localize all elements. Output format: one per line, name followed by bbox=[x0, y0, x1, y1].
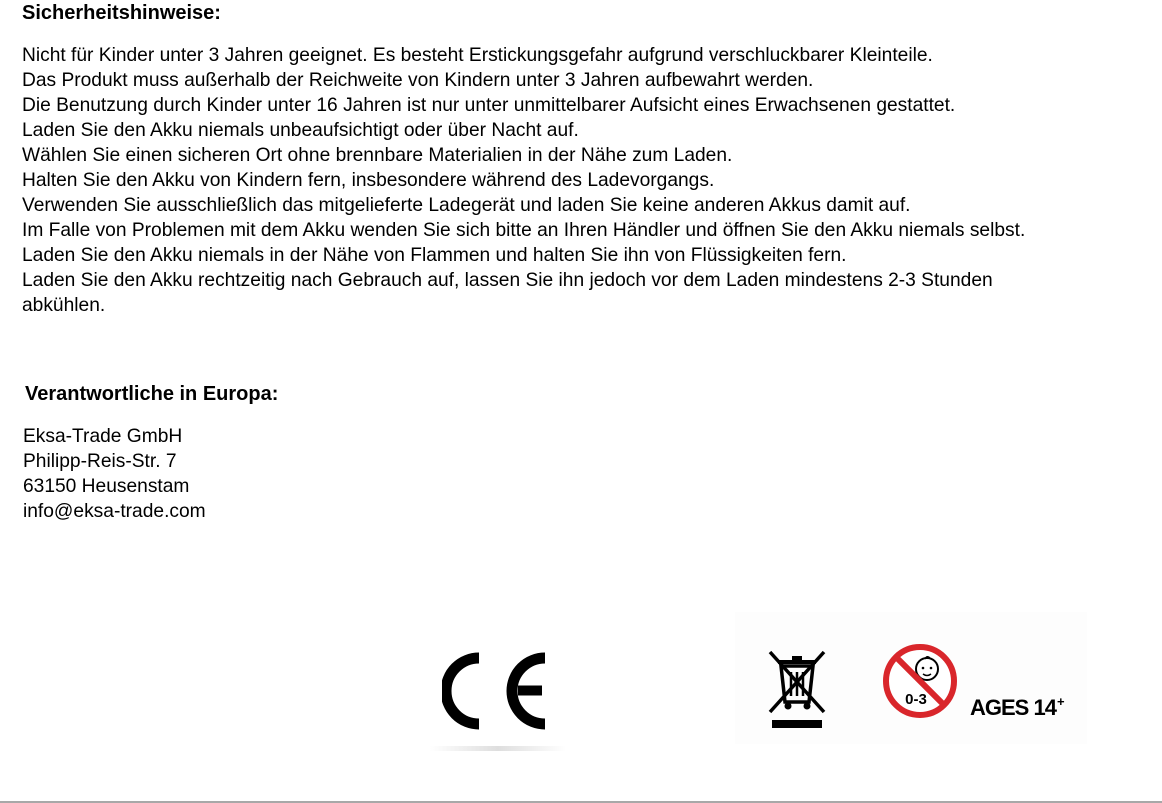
under3-label: 0-3 bbox=[905, 691, 927, 708]
responsible-heading: Verantwortliche in Europa: bbox=[25, 383, 279, 405]
safety-line: abkühlen. bbox=[22, 295, 106, 316]
ce-shadow bbox=[430, 746, 566, 751]
address-block bbox=[23, 424, 206, 524]
ce-mark-icon bbox=[442, 652, 554, 730]
safety-heading: Sicherheitshinweise: bbox=[22, 2, 221, 24]
ce-mark-text: CE bbox=[498, 692, 500, 693]
safety-line: Verwenden Sie ausschließlich das mitgelieferte Ladegerät und laden Sie keine anderen Akkus damit auf. bbox=[22, 195, 911, 216]
safety-line: Laden Sie den Akku niemals in der Nähe von Flammen und halten Sie ihn von Flüssigkeiten fern. bbox=[22, 245, 847, 266]
safety-notes bbox=[22, 43, 1025, 318]
safety-line: Die Benutzung durch Kinder unter 16 Jahren ist nur unter unmittelbarer Aufsicht eines Erwachsenen gestattet. bbox=[22, 95, 956, 116]
ages-label bbox=[970, 688, 1064, 722]
safety-line: Das Produkt muss außerhalb der Reichweite von Kindern unter 3 Jahren aufbewahrt werden. bbox=[22, 70, 814, 91]
not-for-under-3-icon bbox=[880, 641, 960, 721]
city-address: 63150 Heusenstam bbox=[23, 476, 190, 497]
safety-line: Wählen Sie einen sicheren Ort ohne brennbare Materialien in der Nähe zum Laden. bbox=[22, 145, 733, 166]
safety-line: Im Falle von Problemen mit dem Akku wenden Sie sich bitte an Ihren Händler und öffnen Sie den Akku niemals selbst. bbox=[22, 220, 1026, 241]
safety-line: Halten Sie den Akku von Kindern fern, insbesondere während des Ladevorgangs. bbox=[22, 170, 715, 191]
email-address: info@eksa-trade.com bbox=[23, 501, 206, 522]
safety-line: Nicht für Kinder unter 3 Jahren geeignet. Es besteht Erstickungsgefahr aufgrund verschluckbarer Kleinteile. bbox=[22, 45, 933, 66]
ages-text: AGES 14 bbox=[970, 695, 1056, 720]
company-name: Eksa-Trade GmbH bbox=[23, 426, 183, 447]
street-address: Philipp-Reis-Str. 7 bbox=[23, 451, 177, 472]
safety-line: Laden Sie den Akku rechtzeitig nach Gebrauch auf, lassen Sie ihn jedoch vor dem Laden mindestens 2-3 Stunden bbox=[22, 270, 993, 291]
crossed-out-bin-icon bbox=[766, 650, 828, 730]
ages-plus: + bbox=[1056, 694, 1064, 709]
safety-line: Laden Sie den Akku niemals unbeaufsichtigt oder über Nacht auf. bbox=[22, 120, 579, 141]
